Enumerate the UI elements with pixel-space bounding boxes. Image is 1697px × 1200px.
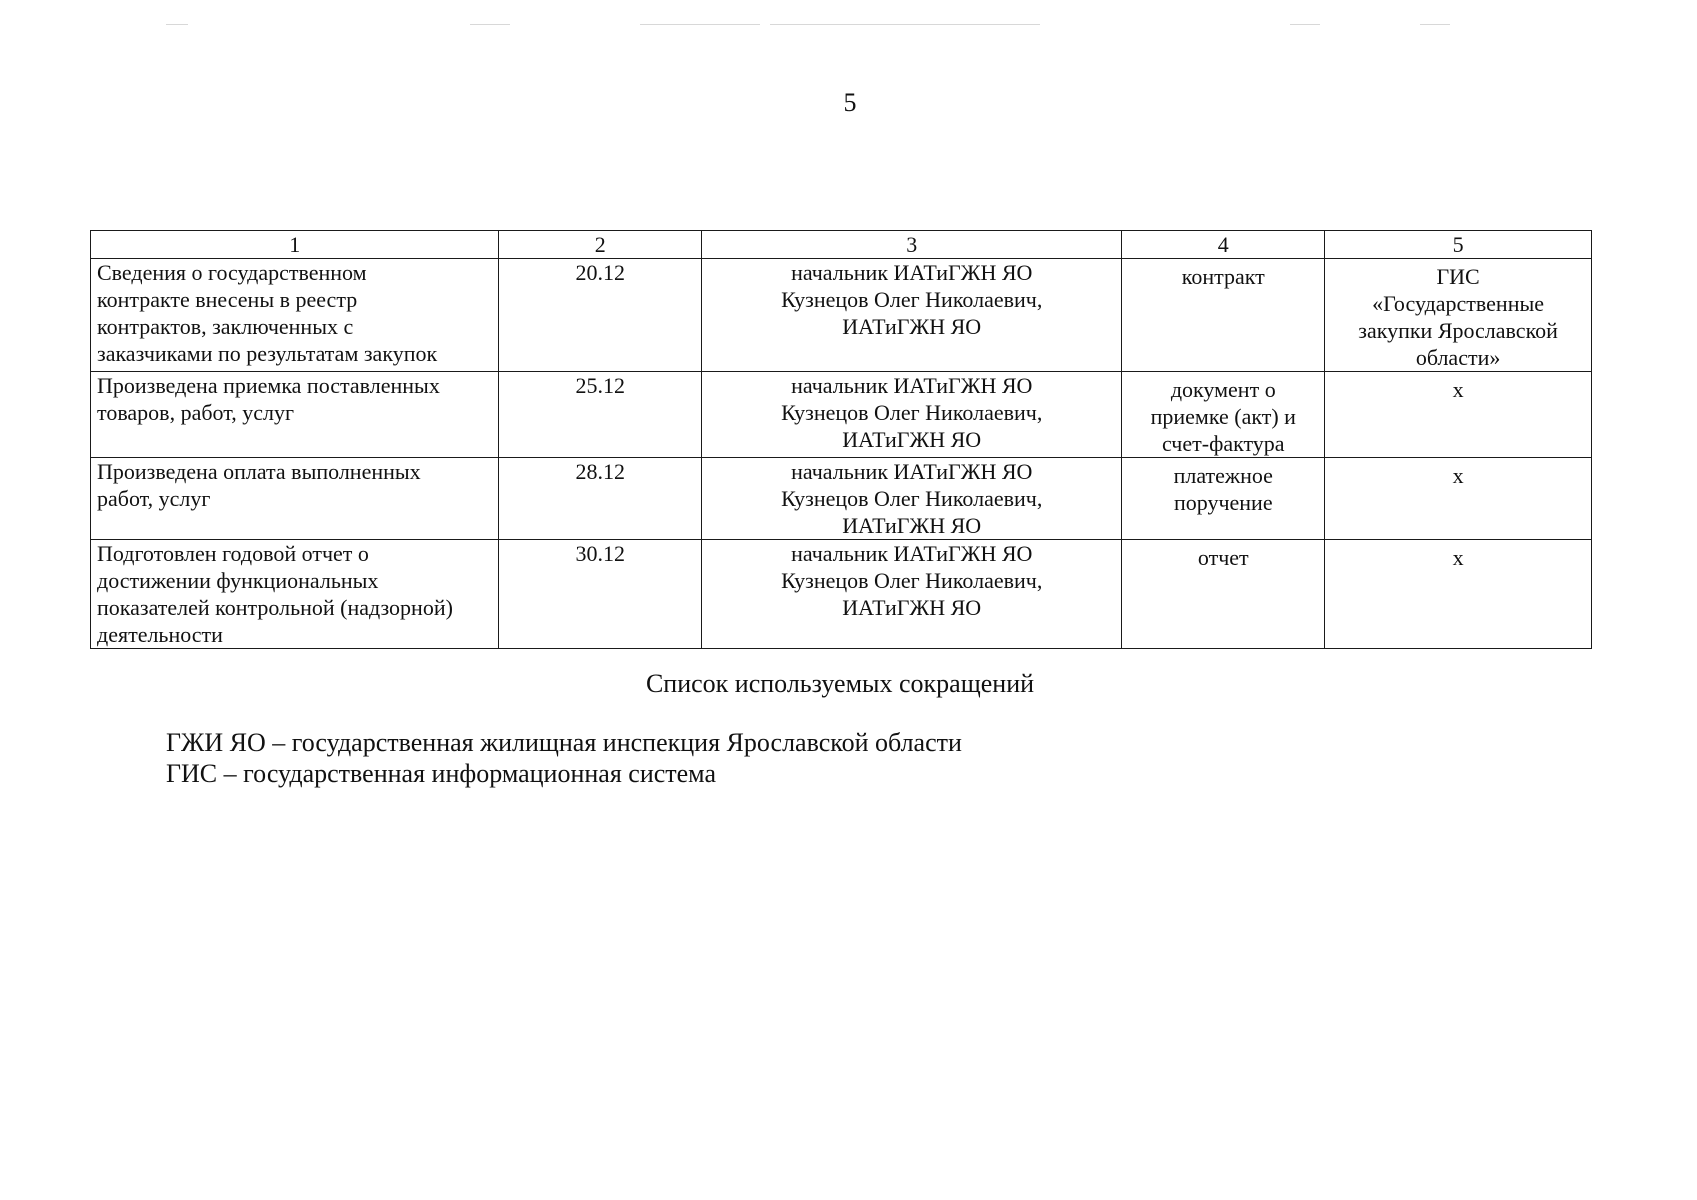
deadline-cell: 20.12: [499, 259, 702, 372]
table-row: [91, 458, 1592, 540]
information-system-cell: х: [1325, 372, 1592, 458]
abbreviations-title: Список используемых сокращений: [645, 669, 1035, 698]
abbreviations-list: [166, 727, 1366, 789]
result-document-cell: платежное поручение: [1122, 458, 1325, 540]
event-description-cell: Произведена оплата выполненных работ, услуг: [91, 458, 499, 540]
column-header: 4: [1122, 231, 1325, 259]
result-document-cell: контракт: [1122, 259, 1325, 372]
table-header-row: [91, 231, 1592, 259]
result-document-cell: документ о приемке (акт) и счет-фактура: [1122, 372, 1325, 458]
deadline-cell: 28.12: [499, 458, 702, 540]
abbreviation-item: ГЖИ ЯО – государственная жилищная инспекция Ярославской области: [166, 728, 962, 757]
column-header: 5: [1325, 231, 1592, 259]
page-number: 5: [843, 88, 857, 117]
information-system-cell: х: [1325, 540, 1592, 649]
column-header: 2: [499, 231, 702, 259]
table-row: [91, 372, 1592, 458]
column-header: 3: [702, 231, 1122, 259]
result-document-cell: отчет: [1122, 540, 1325, 649]
scan-artifact: [166, 24, 188, 25]
information-system-cell: х: [1325, 458, 1592, 540]
responsible-cell: начальник ИАТиГЖН ЯО Кузнецов Олег Николаевич, ИАТиГЖН ЯО: [702, 259, 1122, 372]
event-description-cell: Подготовлен годовой отчет о достижении функциональных показателей контрольной (надзорной) деятельности: [91, 540, 499, 649]
responsible-cell: начальник ИАТиГЖН ЯО Кузнецов Олег Николаевич, ИАТиГЖН ЯО: [702, 540, 1122, 649]
abbreviation-item: ГИС – государственная информационная система: [166, 759, 716, 788]
scan-artifact: [770, 24, 1040, 25]
event-description-cell: Сведения о государственном контракте внесены в реестр контрактов, заключенных с заказчиками по результатам закупок: [91, 259, 499, 372]
column-header: 1: [91, 231, 499, 259]
schedule-table: [90, 230, 1592, 649]
deadline-cell: 25.12: [499, 372, 702, 458]
table-row: [91, 259, 1592, 372]
responsible-cell: начальник ИАТиГЖН ЯО Кузнецов Олег Николаевич, ИАТиГЖН ЯО: [702, 458, 1122, 540]
scan-artifact: [1420, 24, 1450, 25]
scan-artifact: [640, 24, 760, 25]
event-description-cell: Произведена приемка поставленных товаров, работ, услуг: [91, 372, 499, 458]
information-system-cell: ГИС «Государственные закупки Ярославской области»: [1325, 259, 1592, 372]
responsible-cell: начальник ИАТиГЖН ЯО Кузнецов Олег Николаевич, ИАТиГЖН ЯО: [702, 372, 1122, 458]
scan-artifact: [470, 24, 510, 25]
table-row: [91, 540, 1592, 649]
deadline-cell: 30.12: [499, 540, 702, 649]
scan-artifact: [1290, 24, 1320, 25]
